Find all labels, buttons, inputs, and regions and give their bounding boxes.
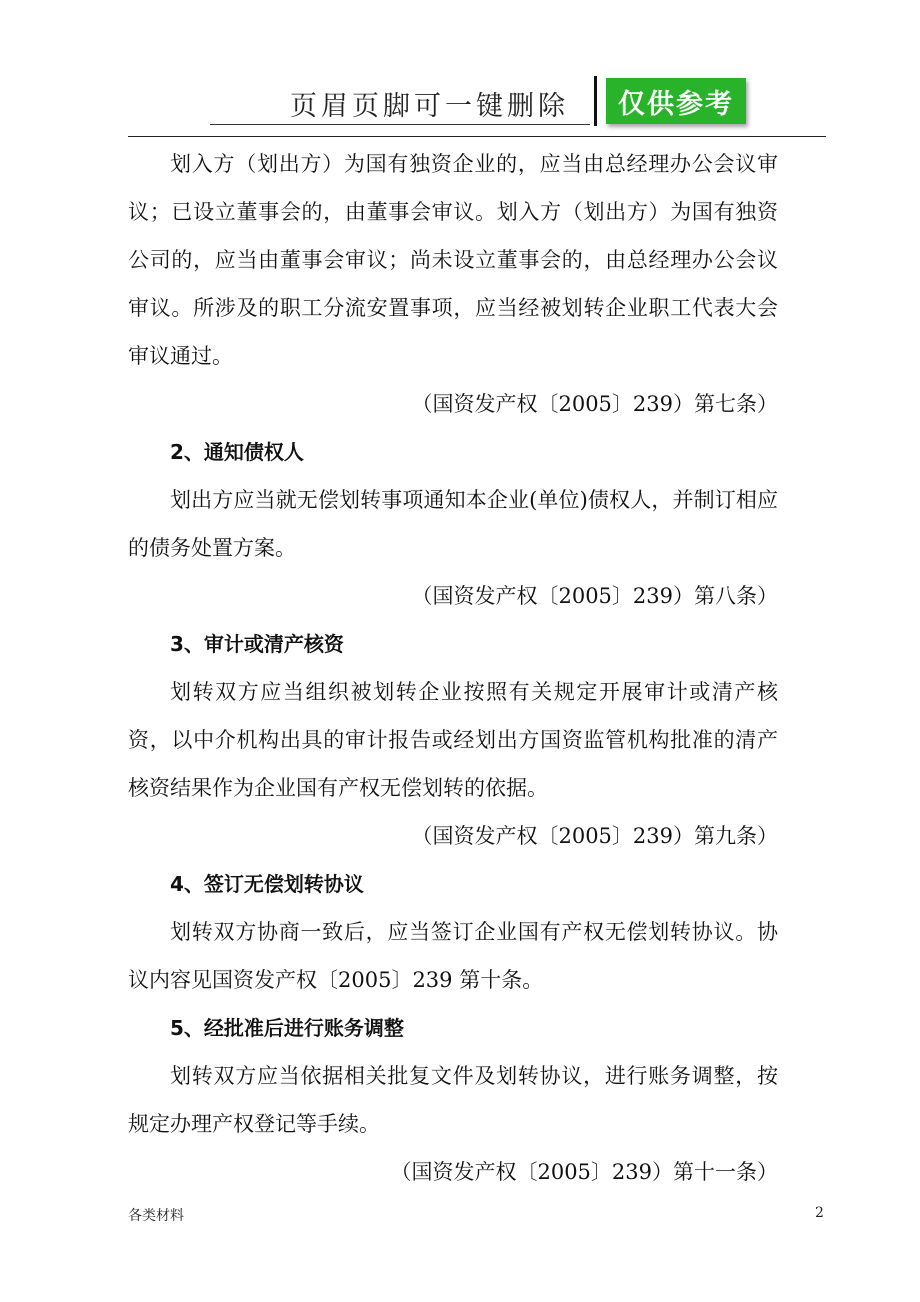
page-number: 2: [815, 1205, 824, 1221]
citation-article-8: （国资发产权〔2005〕239）第八条）: [411, 584, 778, 608]
header-rule: [128, 136, 826, 137]
footer-label: 各类材料: [128, 1208, 184, 1224]
paragraph-notify-creditors: 划出方应当就无偿划转事项通知本企业(单位)债权人，并制订相应的债务处置方案。: [128, 488, 778, 560]
document-body: [128, 140, 778, 1196]
paragraph-audit: 划转双方应当组织被划转企业按照有关规定开展审计或清产核资，以中介机构出具的审计报告或经划出方国资监管机构批准的清产核资结果作为企业国有产权无偿划转的依据。: [128, 680, 778, 800]
paragraph-sign-agreement: 划转双方协商一致后，应当签订企业国有产权无偿划转协议。协议内容见国资发产权〔2005〕239 第十条。: [128, 920, 778, 992]
heading-sign-agreement: 4、签订无偿划转协议: [170, 872, 364, 896]
citation-article-9: （国资发产权〔2005〕239）第九条）: [411, 824, 778, 848]
reference-badge: 仅供参考: [606, 78, 746, 124]
heading-accounting: 5、经批准后进行账务调整: [170, 1016, 404, 1040]
heading-notify-creditors: 2、通知债权人: [170, 440, 304, 464]
heading-audit: 3、审计或清产核资: [170, 632, 344, 656]
paragraph-approval: 划入方（划出方）为国有独资企业的，应当由总经理办公会议审议；已设立董事会的，由董事会审议。划入方（划出方）为国有独资公司的，应当由董事会审议；尚未设立董事会的，由总经理办公会议审议。所涉及的职工分流安置事项，应当经被划转企业职工代表大会审议通过。: [128, 152, 778, 368]
citation-article-7: （国资发产权〔2005〕239）第七条）: [411, 392, 778, 416]
header-divider: [594, 76, 597, 126]
header-underline: [210, 124, 590, 125]
citation-article-11: （国资发产权〔2005〕239）第十一条）: [390, 1160, 778, 1184]
header-text: 页眉页脚可一键删除: [290, 91, 569, 122]
paragraph-accounting: 划转双方应当依据相关批复文件及划转协议，进行账务调整，按规定办理产权登记等手续。: [128, 1064, 778, 1136]
